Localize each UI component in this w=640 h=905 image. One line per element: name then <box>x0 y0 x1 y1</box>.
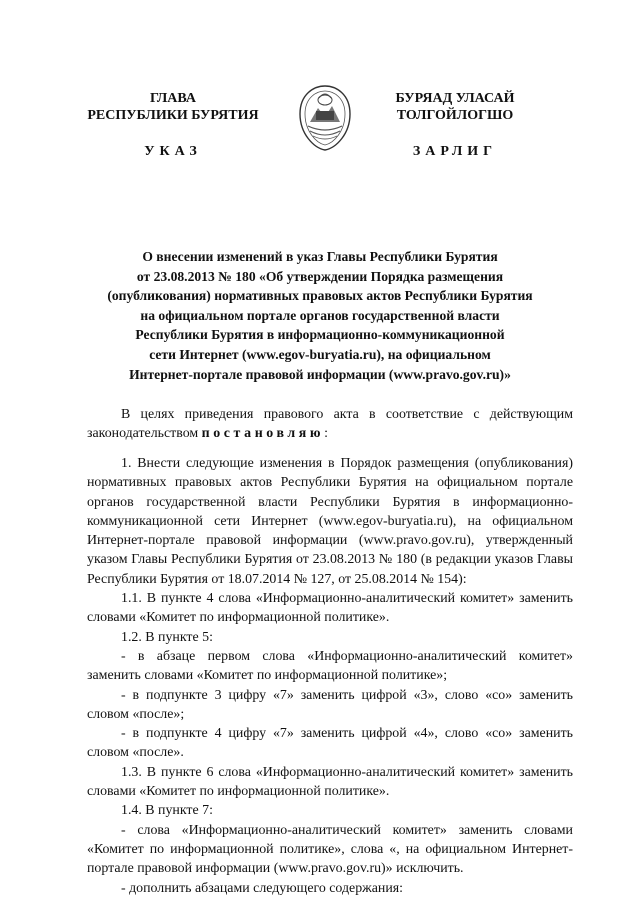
body-paragraph: 1. Внести следующие изменения в Порядок размещения (опубликования) нормативных правовых актов Республики Бурятия на официальном портале органов государственной власти Республики Бурятия в информационно-коммуникационной сети Интернет (www.egov-buryatia.ru), на официальном Интернет-портале правовой информации (www.pravo.gov.ru), утвержденный указом Главы Республики Бурятия от 23.08.2013 № 180 (в редакции указов Главы Республики Бурятия от 18.07.2014 № 127, от 25.08.2014 № 154): <box>87 456 573 587</box>
header-left-block <box>73 90 273 160</box>
header-right-line2: ТОЛГОЙЛОГШО <box>396 108 514 123</box>
document-body <box>87 454 573 898</box>
body-paragraph: - в подпункте 3 цифру «7» заменить цифрой «3», слово «со» заменить словом «после»; <box>87 687 573 722</box>
body-paragraph: 1.1. В пункте 4 слова «Информационно-аналитический комитет» заменить словами «Комитет по информационной политике». <box>87 591 573 626</box>
body-paragraph: 1.4. В пункте 7: <box>121 803 213 819</box>
title-line: Интернет-портале правовой информации (www.pravo.gov.ru)» <box>129 366 511 382</box>
preamble-paragraph <box>87 405 573 444</box>
preamble <box>87 405 573 444</box>
title-line: от 23.08.2013 № 180 «Об утверждении Порядка размещения <box>136 268 504 284</box>
title-line: на официальном портале органов государственной власти <box>140 307 500 323</box>
body-paragraph: - в подпункте 4 цифру «7» заменить цифрой «4», слово «со» заменить словом «после». <box>87 726 573 761</box>
header-left-line1: ГЛАВА <box>150 91 196 106</box>
preamble-tail: : <box>324 426 328 442</box>
title-line: (опубликования) нормативных правовых актов Республики Бурятия <box>107 288 533 304</box>
preamble-emphasis: постановляю <box>201 426 325 442</box>
body-paragraph: - в абзаце первом слова «Информационно-аналитический комитет» заменить словами «Комитет по информационной политике»; <box>87 648 573 684</box>
body-paragraph: - дополнить абзацами следующего содержания: <box>121 880 404 896</box>
header-left-line2: РЕСПУБЛИКИ БУРЯТИЯ <box>87 108 259 123</box>
header-right-line1: БУРЯАД УЛАСАЙ <box>395 91 515 106</box>
doc-type-left: УКАЗ <box>144 144 202 159</box>
body-paragraph: - слова «Информационно-аналитический комитет» заменить словами «Комитет по информационной политике», слова «, на официальном Интернет-портале правовой информации (www.pravo.gov.ru)» исключить. <box>87 822 573 877</box>
header-right-block <box>355 90 555 160</box>
coat-of-arms-icon <box>296 84 354 152</box>
preamble-text: В целях приведения правового акта в соответствие с действующим законодательством <box>87 407 573 442</box>
title-line: О внесении изменений в указ Главы Республики Бурятия <box>142 249 498 264</box>
body-paragraph: 1.2. В пункте 5: <box>121 629 213 645</box>
document-title <box>85 247 555 384</box>
doc-type-right: ЗАРЛИГ <box>412 144 498 159</box>
body-paragraph: 1.3. В пункте 6 слова «Информационно-аналитический комитет» заменить словами «Комитет по информационной политике». <box>87 764 573 800</box>
title-line: сети Интернет (www.egov-buryatia.ru), на официальном <box>149 346 491 362</box>
title-line: Республики Бурятия в информационно-коммуникационной <box>135 327 505 343</box>
